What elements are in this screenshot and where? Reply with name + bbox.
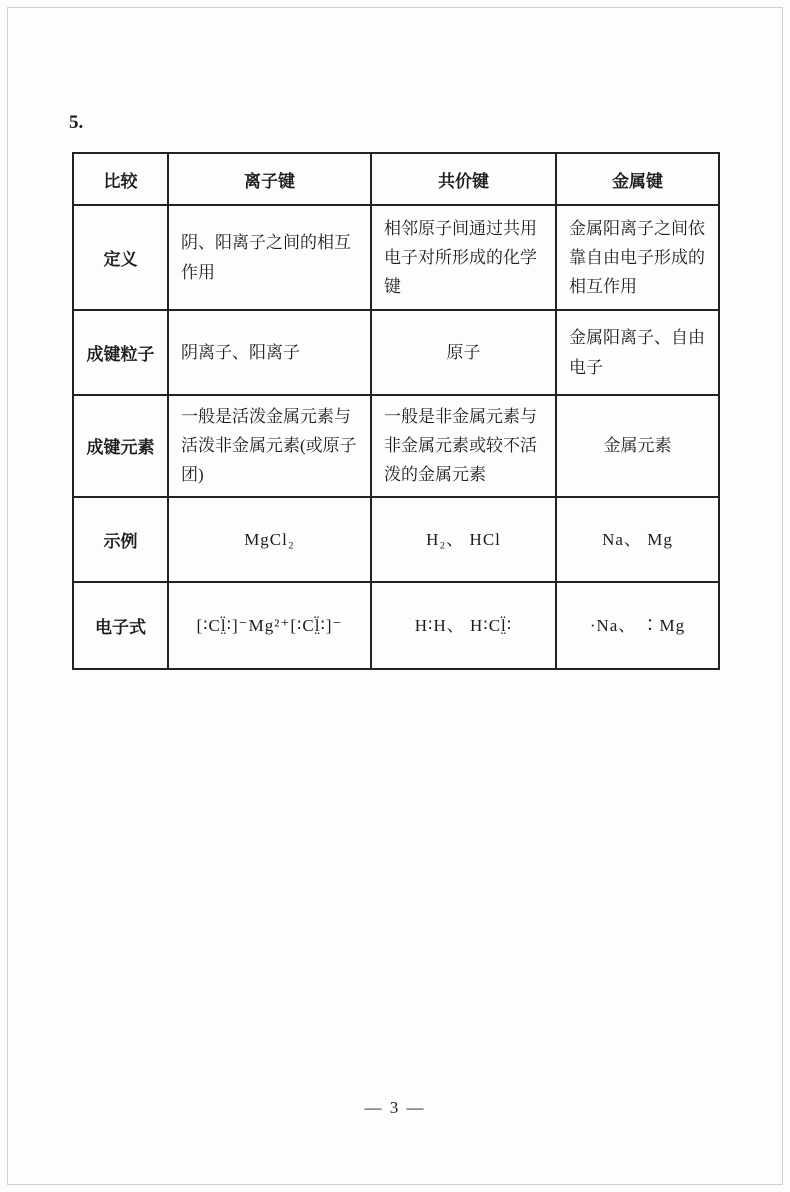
table-row-bonding-elements	[73, 395, 719, 497]
particles-metallic-cell: 金属阳离子、自由电子	[556, 310, 719, 395]
row-label-bonding-elements: 成键元素	[73, 395, 168, 497]
page-number: — 3 —	[364, 1098, 426, 1117]
particles-ionic-cell: 阴离子、阳离子	[168, 310, 371, 395]
row-label-examples: 示例	[73, 497, 168, 582]
header-covalent-bond: 共价键	[371, 153, 556, 205]
header-ionic-bond: 离子键	[168, 153, 371, 205]
bond-comparison-table	[72, 152, 720, 670]
table-row-examples	[73, 497, 719, 582]
row-label-bonding-particles: 成键粒子	[73, 310, 168, 395]
definition-covalent-cell: 相邻原子间通过共用电子对所形成的化学键	[371, 205, 556, 310]
item-number: 5.	[69, 112, 84, 133]
header-compare: 比较	[73, 153, 168, 205]
header-metallic-bond: 金属键	[556, 153, 719, 205]
table-header-row	[73, 153, 719, 205]
electron-formula-covalent-cell: H∶H、 H∶Cl̤̈∶	[371, 582, 556, 669]
definition-metallic-cell: 金属阳离子之间依靠自由电子形成的相互作用	[556, 205, 719, 310]
electron-formula-metallic-cell: ·Na、 ∶Mg	[556, 582, 719, 669]
table-row-definition	[73, 205, 719, 310]
example-ionic-cell: MgCl₂	[168, 497, 371, 582]
row-label-electron-formula: 电子式	[73, 582, 168, 669]
particles-covalent-cell: 原子	[371, 310, 556, 395]
elements-metallic-cell: 金属元素	[556, 395, 719, 497]
electron-formula-ionic-cell: [∶Cl̤̈∶]⁻Mg²⁺[∶Cl̤̈∶]⁻	[168, 582, 371, 669]
elements-ionic-cell: 一般是活泼金属元素与活泼非金属元素(或原子团)	[168, 395, 371, 497]
example-covalent-cell: H₂、 HCl	[371, 497, 556, 582]
table-row-electron-formula	[73, 582, 719, 669]
definition-ionic-cell: 阴、阳离子之间的相互作用	[168, 205, 371, 310]
row-label-definition: 定义	[73, 205, 168, 310]
example-metallic-cell: Na、 Mg	[556, 497, 719, 582]
table-row-bonding-particles	[73, 310, 719, 395]
elements-covalent-cell: 一般是非金属元素与非金属元素或较不活泼的金属元素	[371, 395, 556, 497]
